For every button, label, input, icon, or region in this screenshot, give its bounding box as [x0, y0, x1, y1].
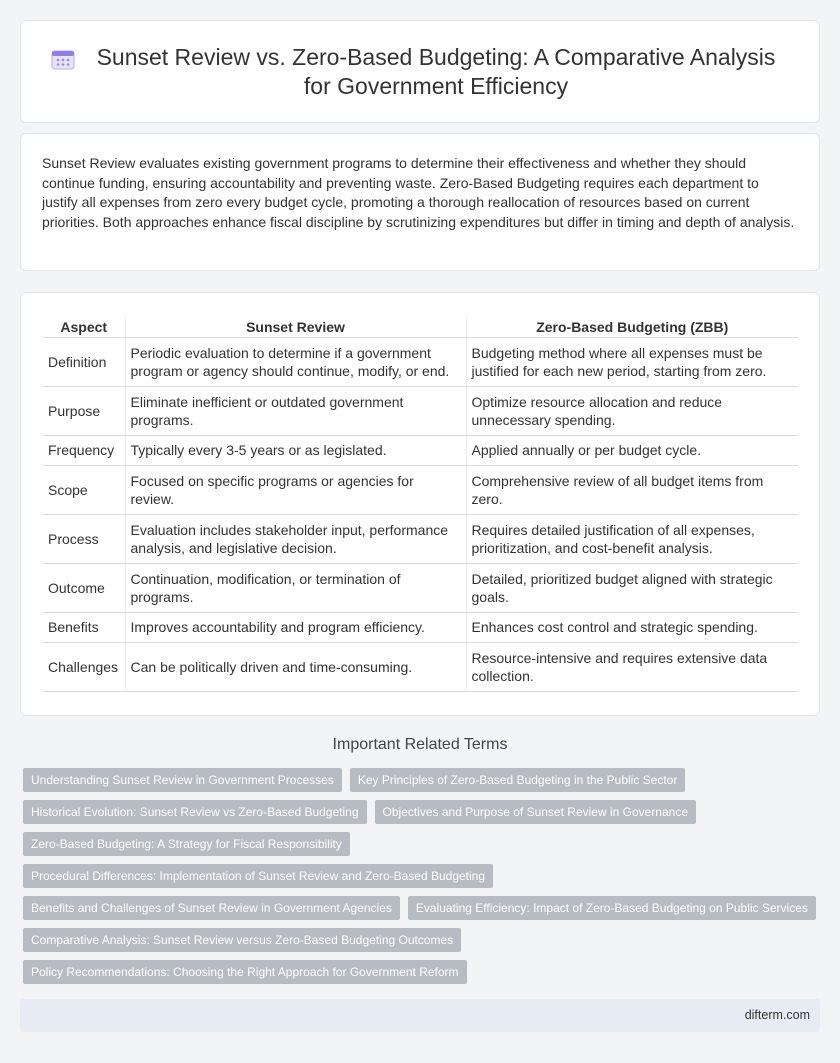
table-header-row	[43, 315, 798, 337]
related-term-link[interactable]: Understanding Sunset Review in Government Processes	[23, 768, 342, 792]
sunset-cell: Typically every 3-5 years or as legislated.	[125, 435, 466, 465]
table-row	[43, 563, 798, 612]
sunset-cell: Periodic evaluation to determine if a government program or agency should continue, modify, or end.	[125, 337, 466, 386]
aspect-cell: Definition	[43, 337, 125, 386]
table-row	[43, 337, 798, 386]
zbb-cell: Requires detailed justification of all expenses, prioritization, and cost-benefit analysis.	[466, 514, 798, 563]
aspect-cell: Scope	[43, 465, 125, 514]
related-term-link[interactable]: Objectives and Purpose of Sunset Review in Governance	[375, 800, 697, 824]
table-row	[43, 642, 798, 691]
comparison-table-card	[20, 292, 820, 716]
related-term-link[interactable]: Historical Evolution: Sunset Review vs Zero-Based Budgeting	[23, 800, 367, 824]
header-card	[20, 20, 820, 123]
zbb-cell: Resource-intensive and requires extensive data collection.	[466, 642, 798, 691]
intro-paragraph: Sunset Review evaluates existing government programs to determine their effectiveness and whether they should continue funding, ensuring accountability and preventing waste. Zero-Based Budgeting requires each department to justify all expenses from zero every budget cycle, promoting a thorough reallocation of resources based on current priorities. Both approaches enhance fiscal discipline by scrutinizing expenditures but differ in timing and depth of analysis.	[42, 155, 795, 230]
aspect-cell: Challenges	[43, 642, 125, 691]
table-row	[43, 435, 798, 465]
table-row	[43, 465, 798, 514]
related-term-link[interactable]: Benefits and Challenges of Sunset Review in Government Agencies	[23, 896, 400, 920]
related-terms-title: Important Related Terms	[332, 736, 508, 753]
sunset-cell: Improves accountability and program efficiency.	[125, 612, 466, 642]
sunset-cell: Evaluation includes stakeholder input, performance analysis, and legislative decision.	[125, 514, 466, 563]
related-term-link[interactable]: Key Principles of Zero-Based Budgeting in the Public Sector	[350, 768, 686, 792]
related-term-link[interactable]: Zero-Based Budgeting: A Strategy for Fiscal Responsibility	[23, 832, 350, 856]
intro-card	[20, 133, 820, 271]
footer-site-link[interactable]: difterm.com	[744, 1008, 810, 1022]
zbb-cell: Optimize resource allocation and reduce unnecessary spending.	[466, 386, 798, 435]
zbb-cell: Budgeting method where all expenses must be justified for each new period, starting from zero.	[466, 337, 798, 386]
zbb-cell: Detailed, prioritized budget aligned with strategic goals.	[466, 563, 798, 612]
related-term-link[interactable]: Evaluating Efficiency: Impact of Zero-Based Budgeting on Public Services	[408, 896, 816, 920]
zbb-cell: Applied annually or per budget cycle.	[466, 435, 798, 465]
page-title: Sunset Review vs. Zero-Based Budgeting: A Comparative Analysis for Government Efficiency	[96, 44, 776, 99]
sunset-cell: Can be politically driven and time-consuming.	[125, 642, 466, 691]
aspect-cell: Purpose	[43, 386, 125, 435]
sunset-cell: Continuation, modification, or termination of programs.	[125, 563, 466, 612]
comparison-table	[43, 315, 798, 692]
zbb-cell: Enhances cost control and strategic spending.	[466, 612, 798, 642]
sunset-cell: Eliminate inefficient or outdated government programs.	[125, 386, 466, 435]
header-aspect: Aspect	[43, 315, 125, 337]
related-term-link[interactable]: Comparative Analysis: Sunset Review versus Zero-Based Budgeting Outcomes	[23, 928, 461, 952]
related-term-link[interactable]: Policy Recommendations: Choosing the Right Approach for Government Reform	[23, 960, 467, 984]
table-row	[43, 386, 798, 435]
aspect-cell: Frequency	[43, 435, 125, 465]
table-row	[43, 612, 798, 642]
footer	[20, 999, 820, 1032]
aspect-cell: Process	[43, 514, 125, 563]
header-zbb: Zero-Based Budgeting (ZBB)	[466, 315, 798, 337]
header-sunset-review: Sunset Review	[125, 315, 466, 337]
related-term-link[interactable]: Procedural Differences: Implementation of Sunset Review and Zero-Based Budgeting	[23, 864, 493, 888]
related-terms-list	[23, 768, 823, 992]
aspect-cell: Benefits	[43, 612, 125, 642]
table-row	[43, 514, 798, 563]
aspect-cell: Outcome	[43, 563, 125, 612]
zbb-cell: Comprehensive review of all budget items from zero.	[466, 465, 798, 514]
sunset-cell: Focused on specific programs or agencies for review.	[125, 465, 466, 514]
